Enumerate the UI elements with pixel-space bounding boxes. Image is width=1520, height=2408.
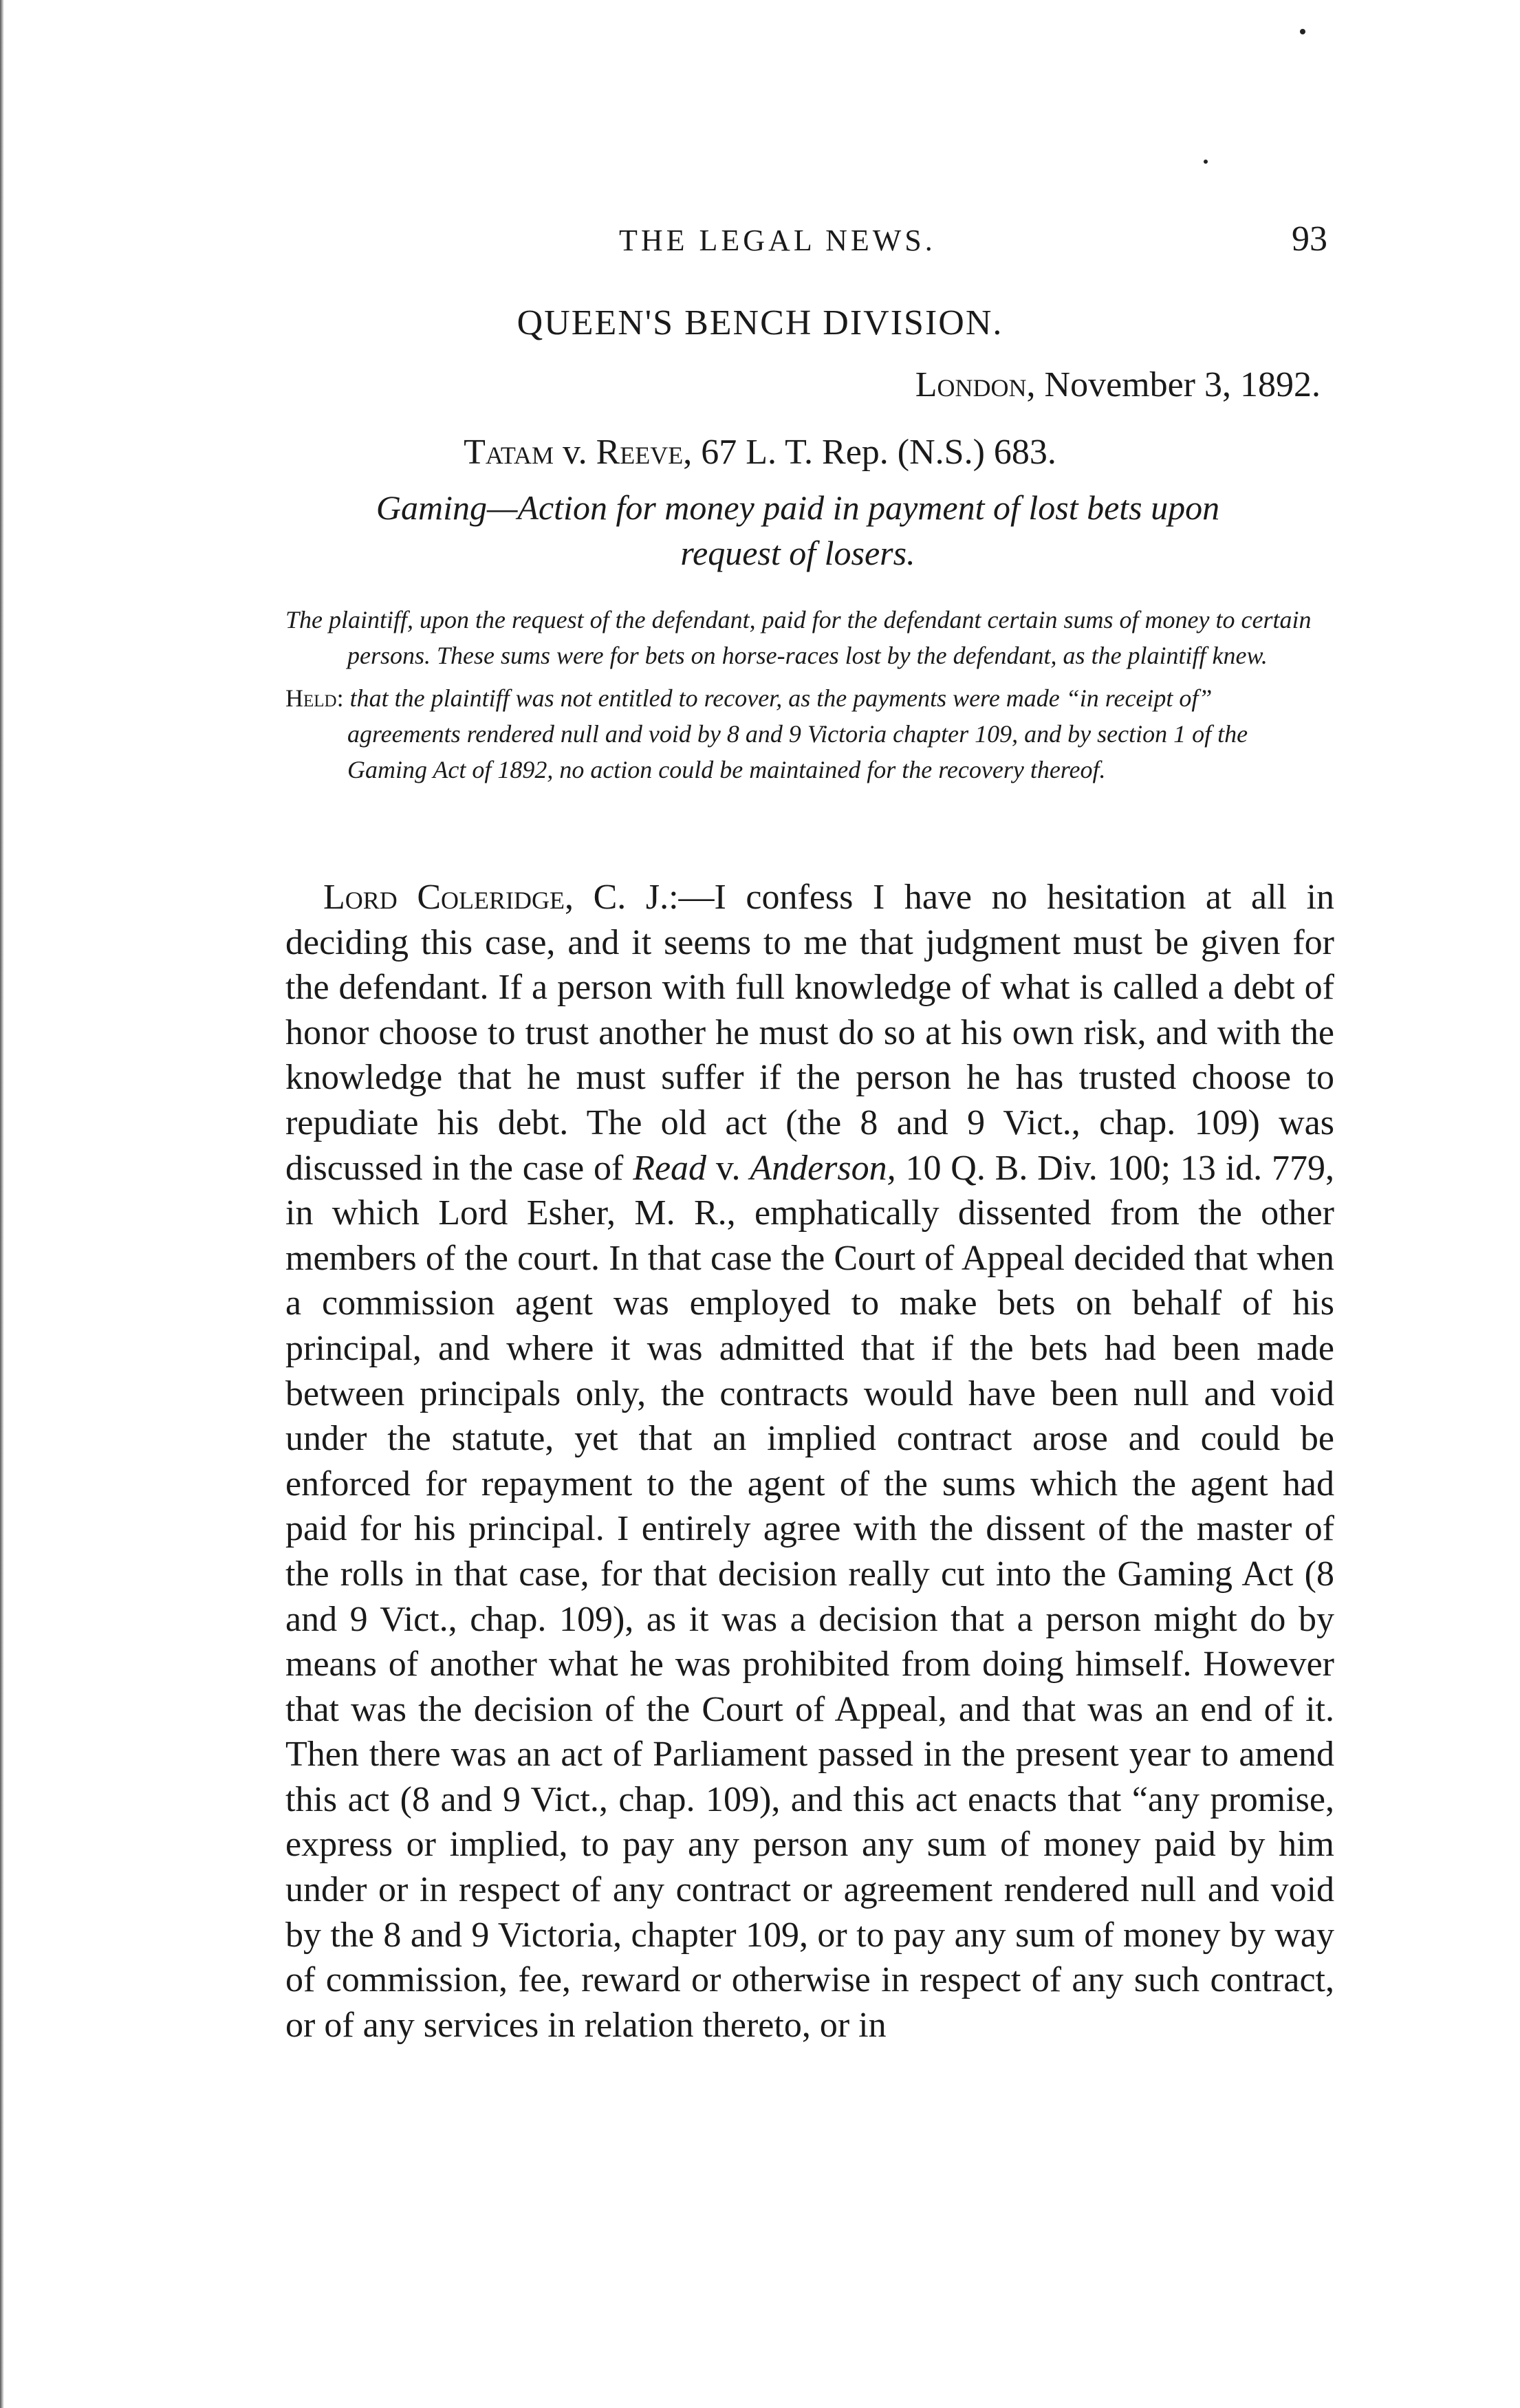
- running-head: [289, 219, 1327, 267]
- opinion-text-2: 10 Q. B. Div. 100; 13 id. 779, in which Lord Esher, M. R., emphatically dissented from the other members of the court. In that case the Court of Appeal decided that when a commission agent was employed to make bets on behalf of his principal, and where it was admitted that if the bets had been made between principals only, the contracts would have been null and void under the statute, yet that an implied contract arose and could be enforced for repayment to the agent of the sums which the agent had paid for his principal. I entirely agree with the dissent of the master of the rolls in that case, for that decision really cut into the Gaming Act (8 and 9 Vict., chap. 109), as it was a decision that a person might do by means of another what he was prohibited from doing himself. However that was the decision of the Court of Appeal, and that was an end of it. Then there was an act of Parliament passed in the present year to amend this act (8 and 9 Vict., chap. 109), and this act enacts that “any promise, express or implied, to pay any person any sum of money paid by him under or in respect of any contract or agreement rendered null and void by the 8 and 9 Victoria, chapter 109, or to pay any sum of money by way of commission, fee, reward or otherwise in respect of any such contract, or of any services in relation thereto, or in: [285, 1148, 1334, 2045]
- dateline: [915, 365, 1321, 405]
- opinion-text-1: I confess I have no hesitation at all in deciding this case, and it seems to me that judgment must be given for the defendant. If a person with full knowledge of what is called a debt of honor choose to trust another he must do so at his own risk, and with the knowledge that he must suffer if the person he has trusted choose to repudiate his debt. The old act (the 8 and 9 Vict., chap. 109) was discussed in the case of: [285, 878, 1334, 1188]
- case-title: [0, 432, 1520, 473]
- case-name-anderson: Anderson,: [750, 1148, 896, 1188]
- dateline-place: London,: [915, 365, 1036, 404]
- headnote-held: [285, 680, 1331, 788]
- case-citation: 67 L. T. Rep. (N.S.) 683.: [701, 433, 1056, 472]
- opinion-paragraph: [285, 875, 1334, 2048]
- ink-speck: [1204, 160, 1208, 164]
- case-v: v.: [706, 1148, 750, 1188]
- held-label: Held:: [285, 684, 344, 712]
- ink-speck: [1300, 29, 1305, 34]
- page-number: 93: [1292, 219, 1327, 259]
- case-versus: v.: [563, 433, 587, 472]
- judge-name: Lord Coleridge,: [323, 878, 574, 917]
- subject-heading: Gaming—Action for money paid in payment of lost bets upon request of losers.: [376, 488, 1220, 572]
- headnote-facts: The plaintiff, upon the request of the defendant, paid for the defendant certain sums of money to certain persons. These sums were for bets on horse-races lost by the defendant, as the plaintiff knew.: [285, 606, 1312, 669]
- opinion-body: [285, 875, 1334, 2048]
- dateline-date: November 3, 1892.: [1044, 365, 1321, 404]
- running-title: THE LEGAL NEWS.: [619, 224, 936, 257]
- page-edge-shadow: [0, 0, 4, 2408]
- headnote: [285, 602, 1331, 788]
- case-defendant: Reeve,: [596, 433, 693, 472]
- court-heading: QUEEN'S BENCH DIVISION.: [517, 303, 1003, 343]
- held-text: that the plaintiff was not entitled to recover, as the payments were made “in receipt of” agreements rendered null and void by 8 and 9 Victoria chapter 109, and by section 1 of the Gaming Act of 1892, no action could be maintained for the recovery thereof.: [347, 684, 1248, 783]
- judge-title: C. J.:—: [593, 878, 715, 917]
- case-plaintiff: Tatam: [464, 433, 554, 472]
- case-name-read: Read: [633, 1148, 707, 1188]
